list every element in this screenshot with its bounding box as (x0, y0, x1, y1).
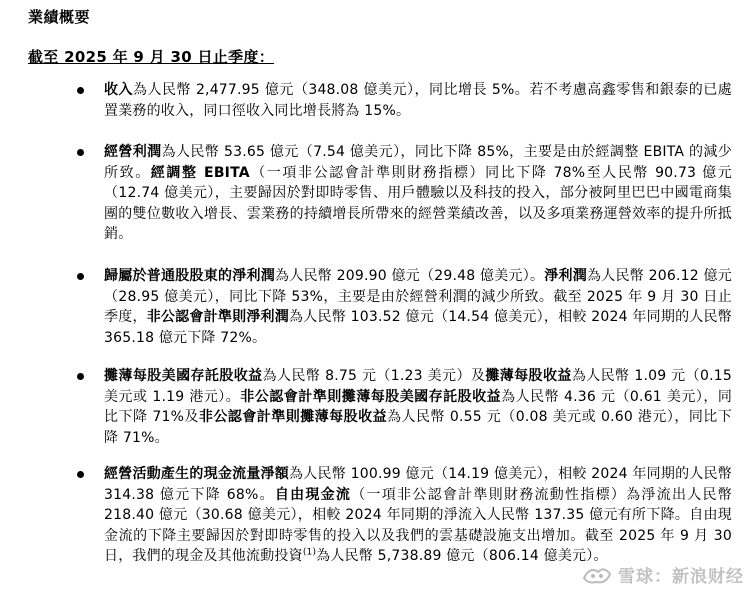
bullet-text (104, 142, 732, 245)
watermark (582, 562, 744, 587)
bullet-icon (77, 471, 84, 478)
bullet-icon (77, 373, 84, 380)
metric-text: 為人民幣 103.52 億元（14.54 億美元），相較 2024 年同期的人民幣 365.18 億元下降 72%。 (104, 309, 732, 346)
metric-label: 收入 (104, 82, 133, 98)
metric-label: 非公認會計準則攤薄每股收益 (198, 409, 388, 425)
metric-text: （一項非公認會計準則財務流動性指標）為淨流出人民幣 218.40 億元（30.68 億美元），相較 2024 年同期的淨流入人民幣 137.35 億元有所下降。自由現金流的下降主要歸因於對即時零售的投入以及我們的雲基礎設施支出增加。截至 2025 年 9 月 30 日，我們的現金及其他流動投資 (104, 486, 733, 564)
metric-label: 歸屬於普通股股東的淨利潤 (104, 268, 275, 284)
watermark-text: 雪球：新浪财经 (618, 567, 744, 587)
snowball-logo-icon (582, 564, 612, 586)
metric-label: 非公認會計準則攤薄每股美國存託股收益 (240, 388, 502, 405)
bullet-icon (77, 149, 84, 156)
metric-text: 為人民幣 8.75 元（1.23 美元）及 (262, 368, 486, 384)
bullet-text (104, 80, 732, 121)
metric-label: 經營活動產生的現金流量淨額 (104, 466, 290, 482)
section-title: 業績概要 (28, 8, 91, 26)
metric-text: 為人民幣 100.99 億元（14.19 億美元），相較 2024 年同期的人民幣 314.38 億元下降 68%。 (104, 466, 732, 503)
metric-text: 為人民幣 209.90 億元（29.48 億美元）。 (274, 268, 545, 284)
bullet-icon (77, 273, 84, 280)
bullet-text (104, 366, 732, 448)
metric-label: 非公認會計準則淨利潤 (146, 309, 290, 325)
metric-label: 經調整 EBITA (150, 164, 250, 181)
metric-text: 為人民幣 0.55 元（0.08 美元或 0.60 港元），同比下降 71%。 (104, 409, 732, 446)
metric-text: 為人民幣 1.09 元（0.15 美元或 1.19 港元）。 (104, 368, 732, 405)
metric-text: 為人民幣 2,477.95 億元（348.08 億美元），同比增長 5%。若不考慮高鑫零售和銀泰的已處置業務的收入，同口徑收入同比增長將為 15%。 (104, 82, 732, 119)
metric-text: 為人民幣 5,738.89 億元（806.14 億美元）。 (316, 548, 608, 564)
period-subtitle: 截至 2025 年 9 月 30 日止季度： (28, 48, 274, 66)
bullet-icon (77, 87, 84, 94)
metric-text: 為人民幣 206.12 億元（28.95 億美元），同比下降 53%，主要是由於經營利潤的減少所致。截至 2025 年 9 月 30 日止季度， (104, 268, 733, 325)
metric-text: 為人民幣 53.65 億元（7.54 億美元），同比下降 85%，主要是由於經調整 EBITA 的減少所致。 (104, 144, 732, 181)
bullet-text (104, 266, 732, 348)
metric-text: 為人民幣 4.36 元（0.61 美元），同比下降 71%及 (104, 388, 733, 425)
metric-text: （一項非公認會計準則財務指標）同比下降 78%至人民幣 90.73 億元（12.74 億美元），主要歸因於對即時零售、用戶體驗以及科技的投入，部分被阿里巴巴中國電商集團的雙位數收入增長、雲業務的持續增長所帶來的經營業績改善，以及多項業務運營效率的提升所抵銷。 (104, 164, 732, 242)
bullet-text (104, 464, 732, 567)
footnote-marker: (1) (302, 547, 317, 558)
metric-label: 自由現金流 (274, 486, 352, 503)
metric-label: 攤薄每股美國存託股收益 (104, 368, 263, 384)
metric-label: 淨利潤 (544, 268, 587, 284)
metric-label: 攤薄每股收益 (485, 368, 572, 384)
metric-label: 經營利潤 (104, 144, 162, 160)
